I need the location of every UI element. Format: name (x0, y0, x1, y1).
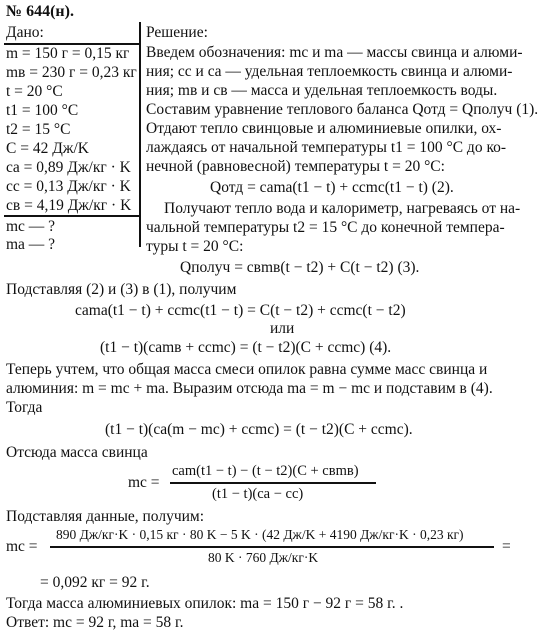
problem-number: № 644(н). (6, 3, 74, 20)
given-line: cа = 0,89 Дж/кг · K (6, 159, 131, 176)
equation-4: (t1 − t)(cаmв + cсmс) = (t − t2)(C + cсmс) (4). (100, 339, 392, 356)
body-text: Подставляя (2) и (3) в (1), получим (6, 281, 237, 298)
solution-line: лаждаясь от начальной температуры t1 = 100 °C до ко- (146, 139, 507, 156)
solution-line: Получают тепло вода и калориметр, нагреваясь от на- (164, 200, 521, 217)
given-line: mв = 230 г = 0,23 кг (6, 64, 137, 81)
fraction-numerator: cаm(t1 − t) − (t − t2)(C + cвmв) (172, 463, 359, 479)
body-text: Отсюда масса свинца (6, 444, 148, 461)
body-text: Подставляя данные, получим: (6, 508, 205, 525)
solution-line: Отдают тепло свинцовые и алюминиевые опилки, ох- (146, 120, 502, 137)
fraction-bar (170, 482, 376, 484)
equation-3: Qполуч = cвmв(t − t2) + C(t − t2) (3). (180, 259, 420, 276)
given-line: t = 20 °C (6, 83, 63, 100)
equation-5: (t1 − t)(cа(m − mс) + cсmс) = (t − t2)(C + cсmс). (105, 421, 413, 438)
given-line: C = 42 Дж/K (6, 140, 89, 157)
given-line: t2 = 15 °C (6, 121, 71, 138)
given-line: t1 = 100 °C (6, 102, 79, 119)
fraction-lhs: mс = (128, 474, 160, 491)
given-divider (139, 22, 141, 247)
fraction-lhs: mс = (6, 538, 38, 555)
body-text: Тогда масса алюминиевых опилок: mа = 150 г − 92 г = 58 г. . (6, 595, 404, 612)
fraction-numerator: 890 Дж/кг·K · 0,15 кг · 80 K − 5 K · (42 Дж/K + 4190 Дж/кг·K · 0,23 кг) (56, 527, 464, 542)
or-label: или (270, 320, 295, 337)
equation-1-expanded: cаmа(t1 − t) + cсmс(t1 − t) = C(t − t2) + cсmс(t − t2) (75, 302, 406, 319)
body-text: алюминия: m = mс + mа. Выразим отсюда mа = m − mс и подставим в (4). (6, 380, 493, 397)
solution-header: Решение: (146, 24, 208, 41)
result: = 0,092 кг = 92 г. (40, 574, 150, 591)
unknown-line: mс — ? (6, 218, 56, 235)
given-separator (4, 215, 139, 217)
body-text: Теперь учтем, что общая масса смеси опилок равна сумме масс свинца и (6, 361, 488, 378)
solution-line: нечной (равновесной) температуры t = 20 °C: (146, 158, 445, 175)
solution-line: чальной температуры t2 = 15 °C до конечной темпера- (146, 219, 505, 236)
unknown-line: mа — ? (6, 236, 56, 253)
solution-line: туры t = 20 °C: (146, 238, 244, 255)
body-text: Тогда (6, 399, 43, 416)
answer: Ответ: mс = 92 г, mа = 58 г. (6, 614, 184, 631)
given-header: Дано: (6, 24, 44, 41)
fraction-denominator: (t1 − t)(cа − cс) (212, 486, 304, 502)
given-line: cс = 0,13 Дж/кг · K (6, 178, 131, 195)
equation-2: Qотд = cаmа(t1 − t) + cсmс(t1 − t) (2). (210, 179, 454, 196)
solution-line: ния; cс и cа — удельная теплоемкость свинца и алюми- (146, 63, 513, 80)
solution-line: Составим уравнение теплового баланса Qотд = Qполуч (1). (146, 101, 539, 118)
equals-sign: = (502, 538, 511, 555)
fraction-bar (50, 546, 494, 548)
fraction-denominator: 80 K · 760 Дж/кг·K (208, 550, 319, 565)
solution-line: Введем обозначения: mс и mа — массы свинца и алюми- (146, 44, 523, 61)
given-line: m = 150 г = 0,15 кг (6, 45, 130, 62)
given-line: cв = 4,19 Дж/кг · K (6, 197, 132, 214)
solution-line: ния; mв и cв — масса и удельная теплоемкость воды. (146, 82, 498, 99)
